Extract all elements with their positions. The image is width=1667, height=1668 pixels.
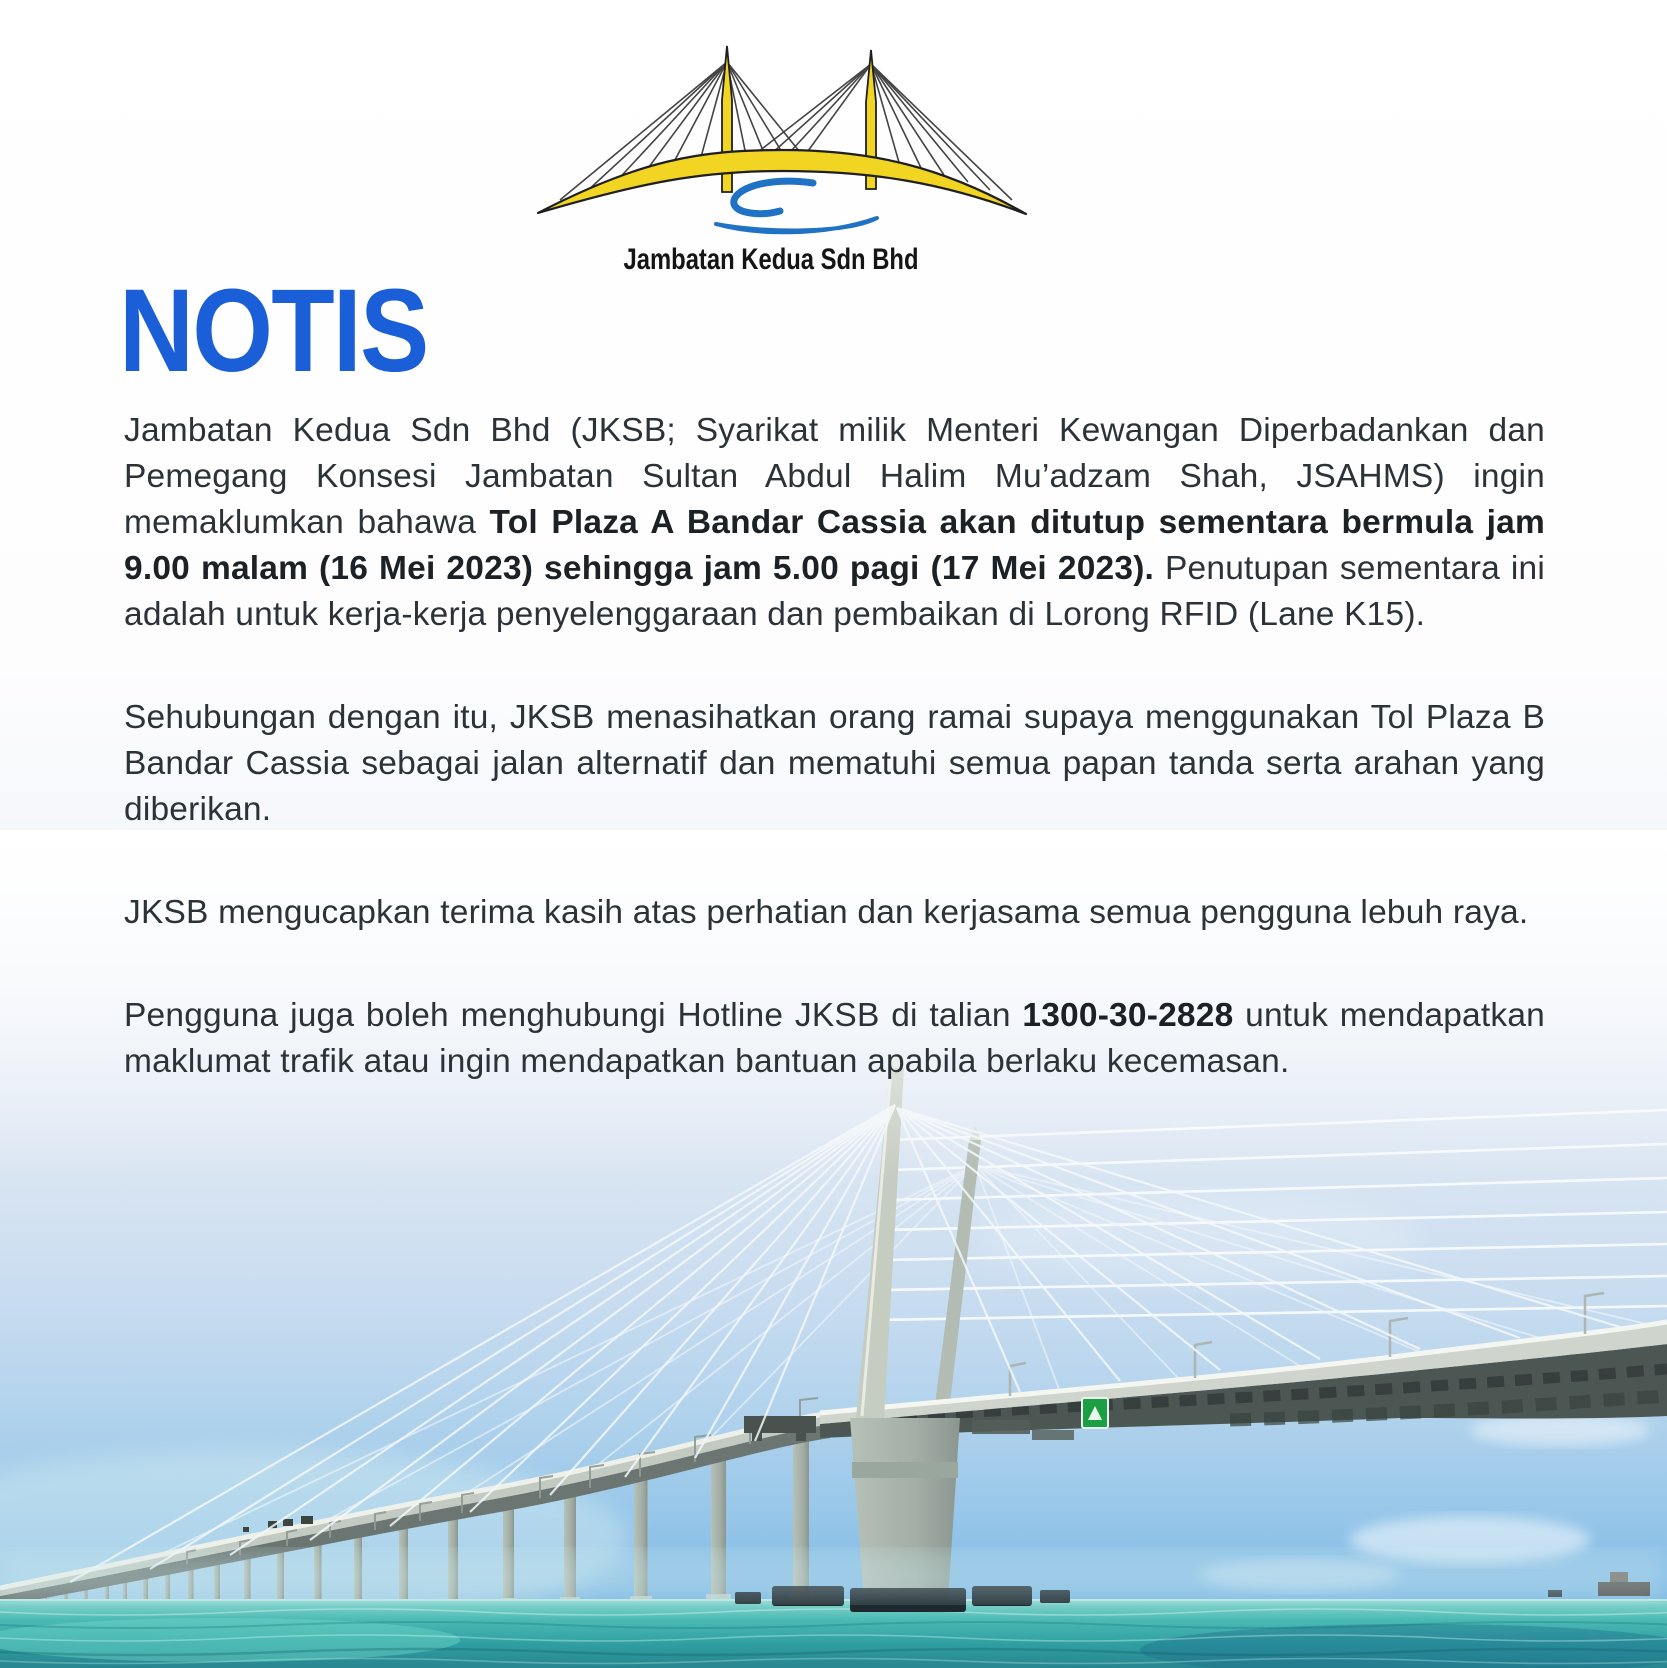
notice-body	[124, 408, 1545, 1142]
bridge-logo-icon	[538, 46, 1026, 232]
route-sign	[1082, 1398, 1108, 1428]
jksb-logo	[480, 18, 1060, 288]
notice-paragraph: Pengguna juga boleh menghubungi Hotline JKSB di talian 1300-30-2828 untuk mendapatkan maklumat trafik atau ingin mendapatkan bantuan apabila berlaku kecemasan.	[124, 997, 1545, 1080]
notice-paragraph: JKSB mengucapkan terima kasih atas perhatian dan kerjasama semua pengguna lebuh raya.	[124, 894, 1529, 931]
notice-title: NOTIS	[119, 265, 428, 397]
pylon-crossbeam	[852, 1462, 958, 1478]
logo-org-name: Jambatan Kedua Sdn Bhd	[623, 243, 919, 276]
notice-paragraph: Jambatan Kedua Sdn Bhd (JKSB; Syarikat milik Menteri Kewangan Diperbadankan dan Pemegang Konsesi Jambatan Sultan Abdul Halim Mu’adzam Shah, JSAHMS) ingin memaklumkan bahawa Tol Plaza A Bandar Cassia akan ditutup sementara bermula jam 9.00 malam (16 Mei 2023) sehingga jam 5.00 pagi (17 Mei 2023). Penutupan sementara ini adalah untuk kerja-kerja penyelenggaraan dan pembaikan di Lorong RFID (Lane K15).	[124, 412, 1545, 633]
sea	[0, 1599, 1667, 1668]
horizon-haze	[0, 1552, 1667, 1600]
logo-wave	[716, 181, 877, 232]
notice-paragraph: Sehubungan dengan itu, JKSB menasihatkan orang ramai supaya menggunakan Tol Plaza B Bandar Cassia sebagai jalan alternatif dan mematuhi semua papan tanda serta arahan yang diberikan.	[124, 699, 1545, 828]
